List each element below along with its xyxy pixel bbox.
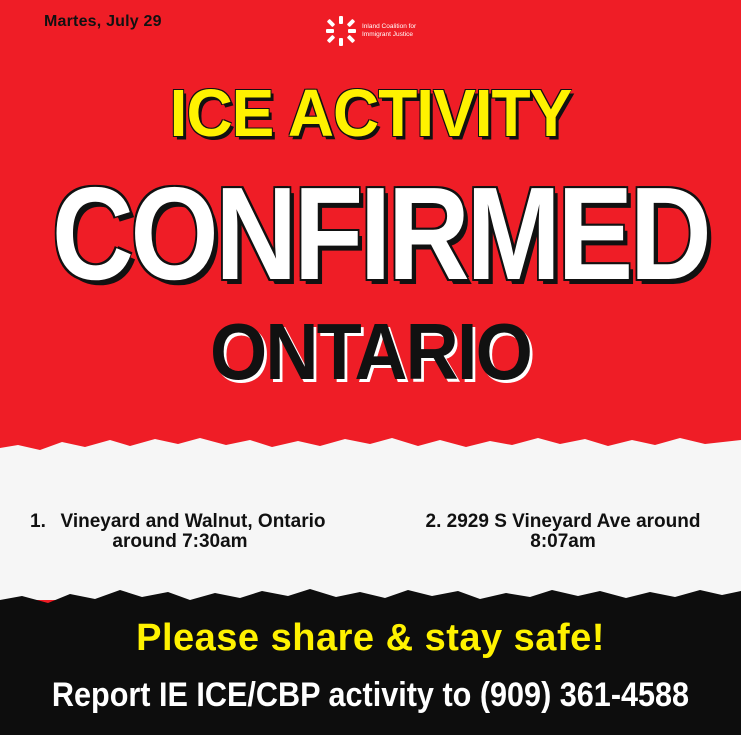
report-hotline: Report IE ICE/CBP activity to (909) 361-4588: [51, 676, 690, 714]
location-number: 1.: [30, 511, 46, 532]
org-name: Inland Coalition for Immigrant Justice: [362, 23, 417, 38]
location-line: 8:07am: [530, 531, 596, 552]
headline-ontario: ONTARIO: [209, 307, 532, 396]
headline-ice-activity: ICE ACTIVITY: [169, 75, 572, 151]
share-message: Please share & stay safe!: [136, 617, 605, 659]
headline-confirmed: CONFIRMED: [51, 160, 709, 307]
location-number: 2.: [425, 511, 442, 532]
coalition-star-icon: [324, 14, 358, 48]
location-text: 2929 S Vineyard Ave around: [446, 511, 701, 532]
date-label: Martes, July 29: [44, 13, 162, 30]
location-line: [418, 512, 708, 532]
org-logo: [324, 14, 432, 48]
location-line: Vineyard and Walnut, Ontario: [60, 511, 326, 532]
location-item-1: [30, 512, 330, 552]
location-item-2: [418, 512, 708, 552]
location-line: around 7:30am: [112, 531, 248, 552]
